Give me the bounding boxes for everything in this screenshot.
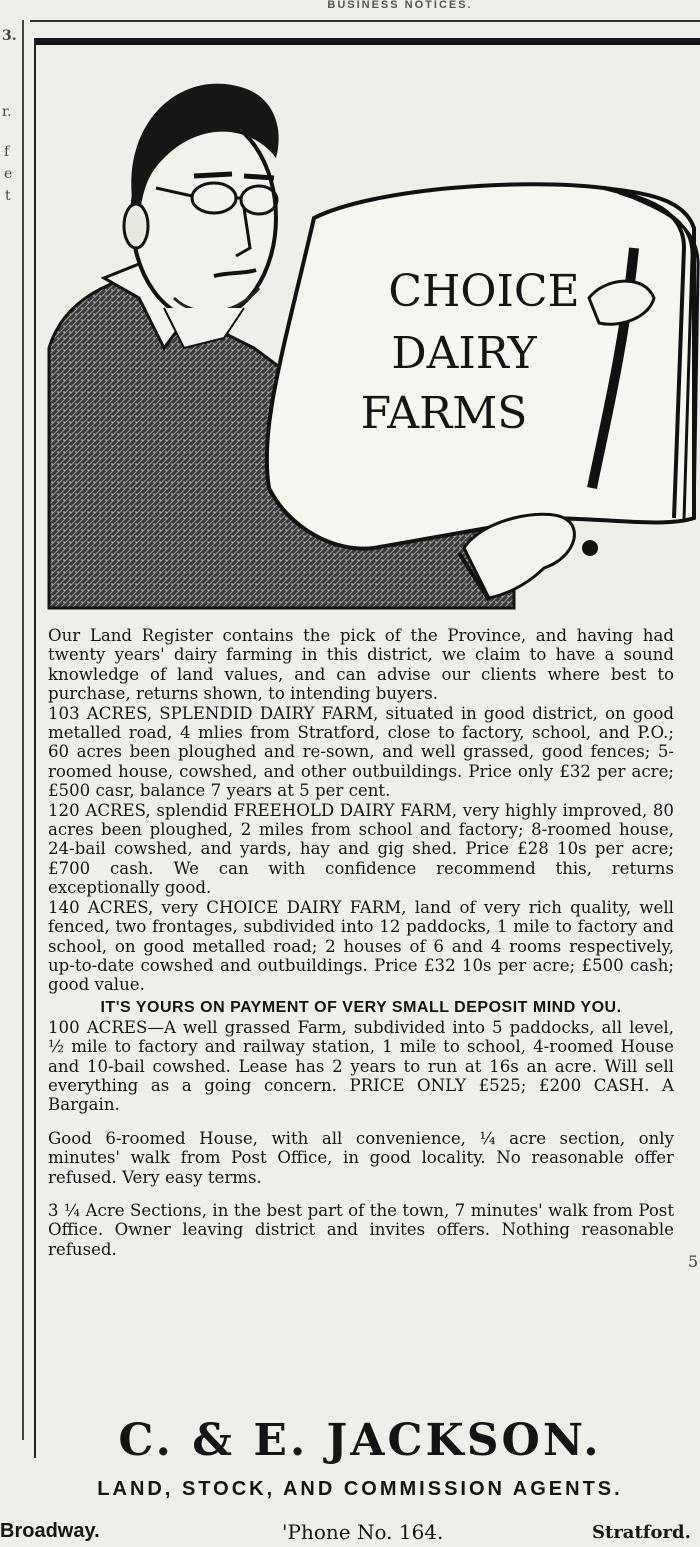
margin-fragment: f <box>4 144 10 160</box>
masthead: BUSINESS NOTICES. <box>327 0 473 11</box>
deposit-headline: IT'S YOURS ON PAYMENT OF VERY SMALL DEPOSIT MIND YOU. <box>100 998 622 1016</box>
margin-fragment: 3. <box>2 28 17 44</box>
listing-140-acres: 140 ACRES, very CHOICE DAIRY FARM, land of very rich quality, well fenced, two frontages, subdivided into 12 paddocks, 1 mile to factory and school, on good metalled road; 2 houses of 6 and 4 rooms respectively, up-to-date cowshed and outbuildings. Price £32 10s per acre; £500 cash; good value. <box>48 897 674 995</box>
margin-fragment: e <box>4 166 13 182</box>
scroll-line-1: CHOICE <box>388 266 580 317</box>
firm-name: C. & E. JACKSON. <box>118 1415 602 1466</box>
footer-phone: 'Phone No. 164. <box>282 1520 444 1544</box>
top-rule <box>30 20 700 22</box>
house-listing: Good 6-roomed House, with all convenience, ¼ acre section, only minutes' walk from Post Office, in good locality. No reasonable offer refused. Very easy terms. <box>48 1128 674 1187</box>
listing-100-acres: 100 ACRES—A well grassed Farm, subdivided into 5 paddocks, all level, ½ mile to factory and railway station, 1 mile to school, 4-roomed House and 10-bail cowshed. Lease has 2 years to run at 16s an acre. Will sell everything as a going concern. PRICE ONLY £525; £200 CASH. A Bargain. <box>48 1017 674 1115</box>
scroll-sign <box>267 184 698 600</box>
ad-body <box>48 626 674 1259</box>
ad-border-top <box>36 38 700 45</box>
margin-fragment-right: 5 <box>688 1252 699 1271</box>
listing-120-acres: 120 ACRES, splendid FREEHOLD DAIRY FARM, very highly improved, 80 acres been ploughed, 2 miles from school and factory; 8-roomed house, 24-bail cowshed, and yards, hay and gig shed. Price £28 10s per acre; £700 cash. We can with confidence recommend this, returns exceptionally good. <box>48 800 674 898</box>
firm-subtitle: LAND, STOCK, AND COMMISSION AGENTS. <box>97 1478 623 1500</box>
column-rule <box>22 20 24 1440</box>
footer-address: Broadway. <box>0 1520 100 1542</box>
listing-103-acres: 103 ACRES, SPLENDID DAIRY FARM, situated in good district, on good metalled road, 4 mlies from Stratford, close to factory, school, and P.O.; 60 acres been ploughed and re-sown, and well grassed, good fences; 5-roomed house, cowshed, and other outbuildings. Price only £32 per acre; £500 casr, balance 7 years at 5 per cent. <box>48 703 674 801</box>
ad-border-left <box>34 38 36 1458</box>
margin-fragment: r. <box>2 104 12 120</box>
margin-fragment: t <box>5 188 11 204</box>
scroll-line-2: DAIRY <box>391 328 537 379</box>
ad-illustration <box>44 48 700 618</box>
footer-town: Stratford. <box>592 1522 691 1543</box>
intro-paragraph: Our Land Register contains the pick of the Province, and having had twenty years' dairy farming in this district, we claim to have a sound knowledge of land values, and can advise our clients where best to purchase, returns shown, to intending buyers. <box>48 626 674 704</box>
sections-listing: 3 ¼ Acre Sections, in the best part of the town, 7 minutes' walk from Post Office. Owner leaving district and invites offers. Nothing reasonable refused. <box>48 1200 674 1259</box>
scroll-line-3: FARMS <box>360 388 528 439</box>
